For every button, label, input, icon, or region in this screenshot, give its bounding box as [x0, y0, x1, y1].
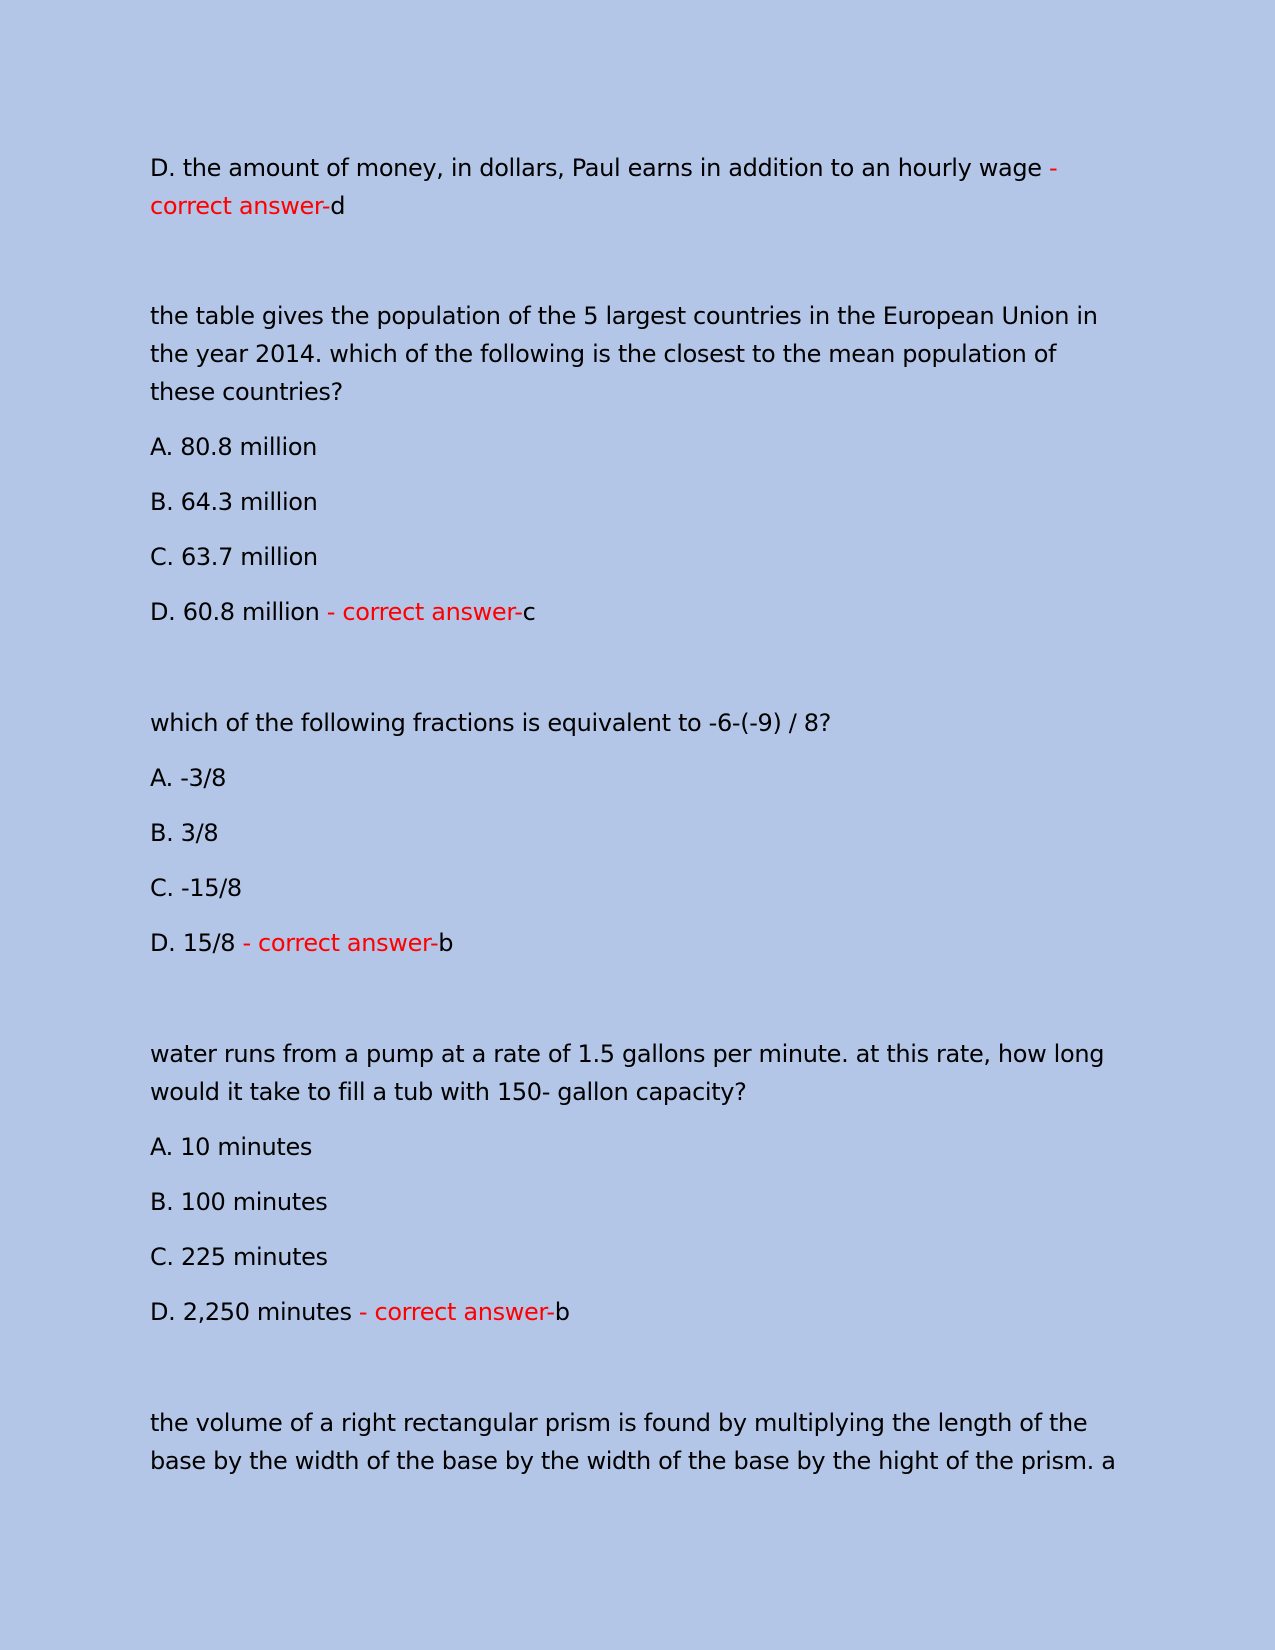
q0-option-d-text: D. the amount of money, in dollars, Paul earns in addition to an hourly wage	[150, 154, 1042, 182]
answer-letter: d	[330, 192, 346, 220]
q1-option-c: C. 63.7 million	[150, 543, 318, 571]
q1-option-a: A. 80.8 million	[150, 433, 318, 461]
q2-option-d	[150, 924, 453, 962]
q2-stem-line-1: which of the following fractions is equivalent to -6-(-9) / 8?	[150, 709, 832, 737]
q1-stem-line-1: the table gives the population of the 5 largest countries in the European Union in	[150, 302, 1098, 330]
answer-letter: b	[554, 1298, 570, 1326]
correct-answer-marker: - correct answer-	[326, 598, 523, 626]
q2-option-a: A. -3/8	[150, 764, 227, 792]
q3-stem-line-2: would it take to fill a tub with 150- gallon capacity?	[150, 1078, 747, 1106]
q3-option-d	[150, 1293, 570, 1331]
q2-option-d-text: D. 15/8	[150, 929, 236, 957]
q3-stem-line-1: water runs from a pump at a rate of 1.5 gallons per minute. at this rate, how long	[150, 1040, 1105, 1068]
q0-answer-dash: -	[1048, 154, 1058, 182]
q0-answer-line	[150, 187, 345, 225]
q1-stem-line-3: these countries?	[150, 378, 343, 406]
q1-option-d	[150, 593, 535, 631]
correct-answer-marker: correct answer-	[150, 192, 331, 220]
q0-option-d	[150, 149, 1057, 187]
q1-option-d-text: D. 60.8 million	[150, 598, 320, 626]
answer-letter: b	[438, 929, 454, 957]
q2-option-c: C. -15/8	[150, 874, 242, 902]
correct-answer-marker: - correct answer-	[358, 1298, 555, 1326]
answer-letter: c	[522, 598, 536, 626]
q3-option-d-text: D. 2,250 minutes	[150, 1298, 352, 1326]
q4-stem-line-1: the volume of a right rectangular prism is found by multiplying the length of the	[150, 1409, 1088, 1437]
q3-option-c: C. 225 minutes	[150, 1243, 328, 1271]
correct-answer-marker: - correct answer-	[242, 929, 439, 957]
q1-stem-line-2: the year 2014. which of the following is the closest to the mean population of	[150, 340, 1057, 368]
q2-option-b: B. 3/8	[150, 819, 219, 847]
q4-stem-line-2: base by the width of the base by the width of the base by the hight of the prism. a	[150, 1447, 1116, 1475]
q3-option-b: B. 100 minutes	[150, 1188, 328, 1216]
q3-option-a: A. 10 minutes	[150, 1133, 313, 1161]
q1-option-b: B. 64.3 million	[150, 488, 318, 516]
